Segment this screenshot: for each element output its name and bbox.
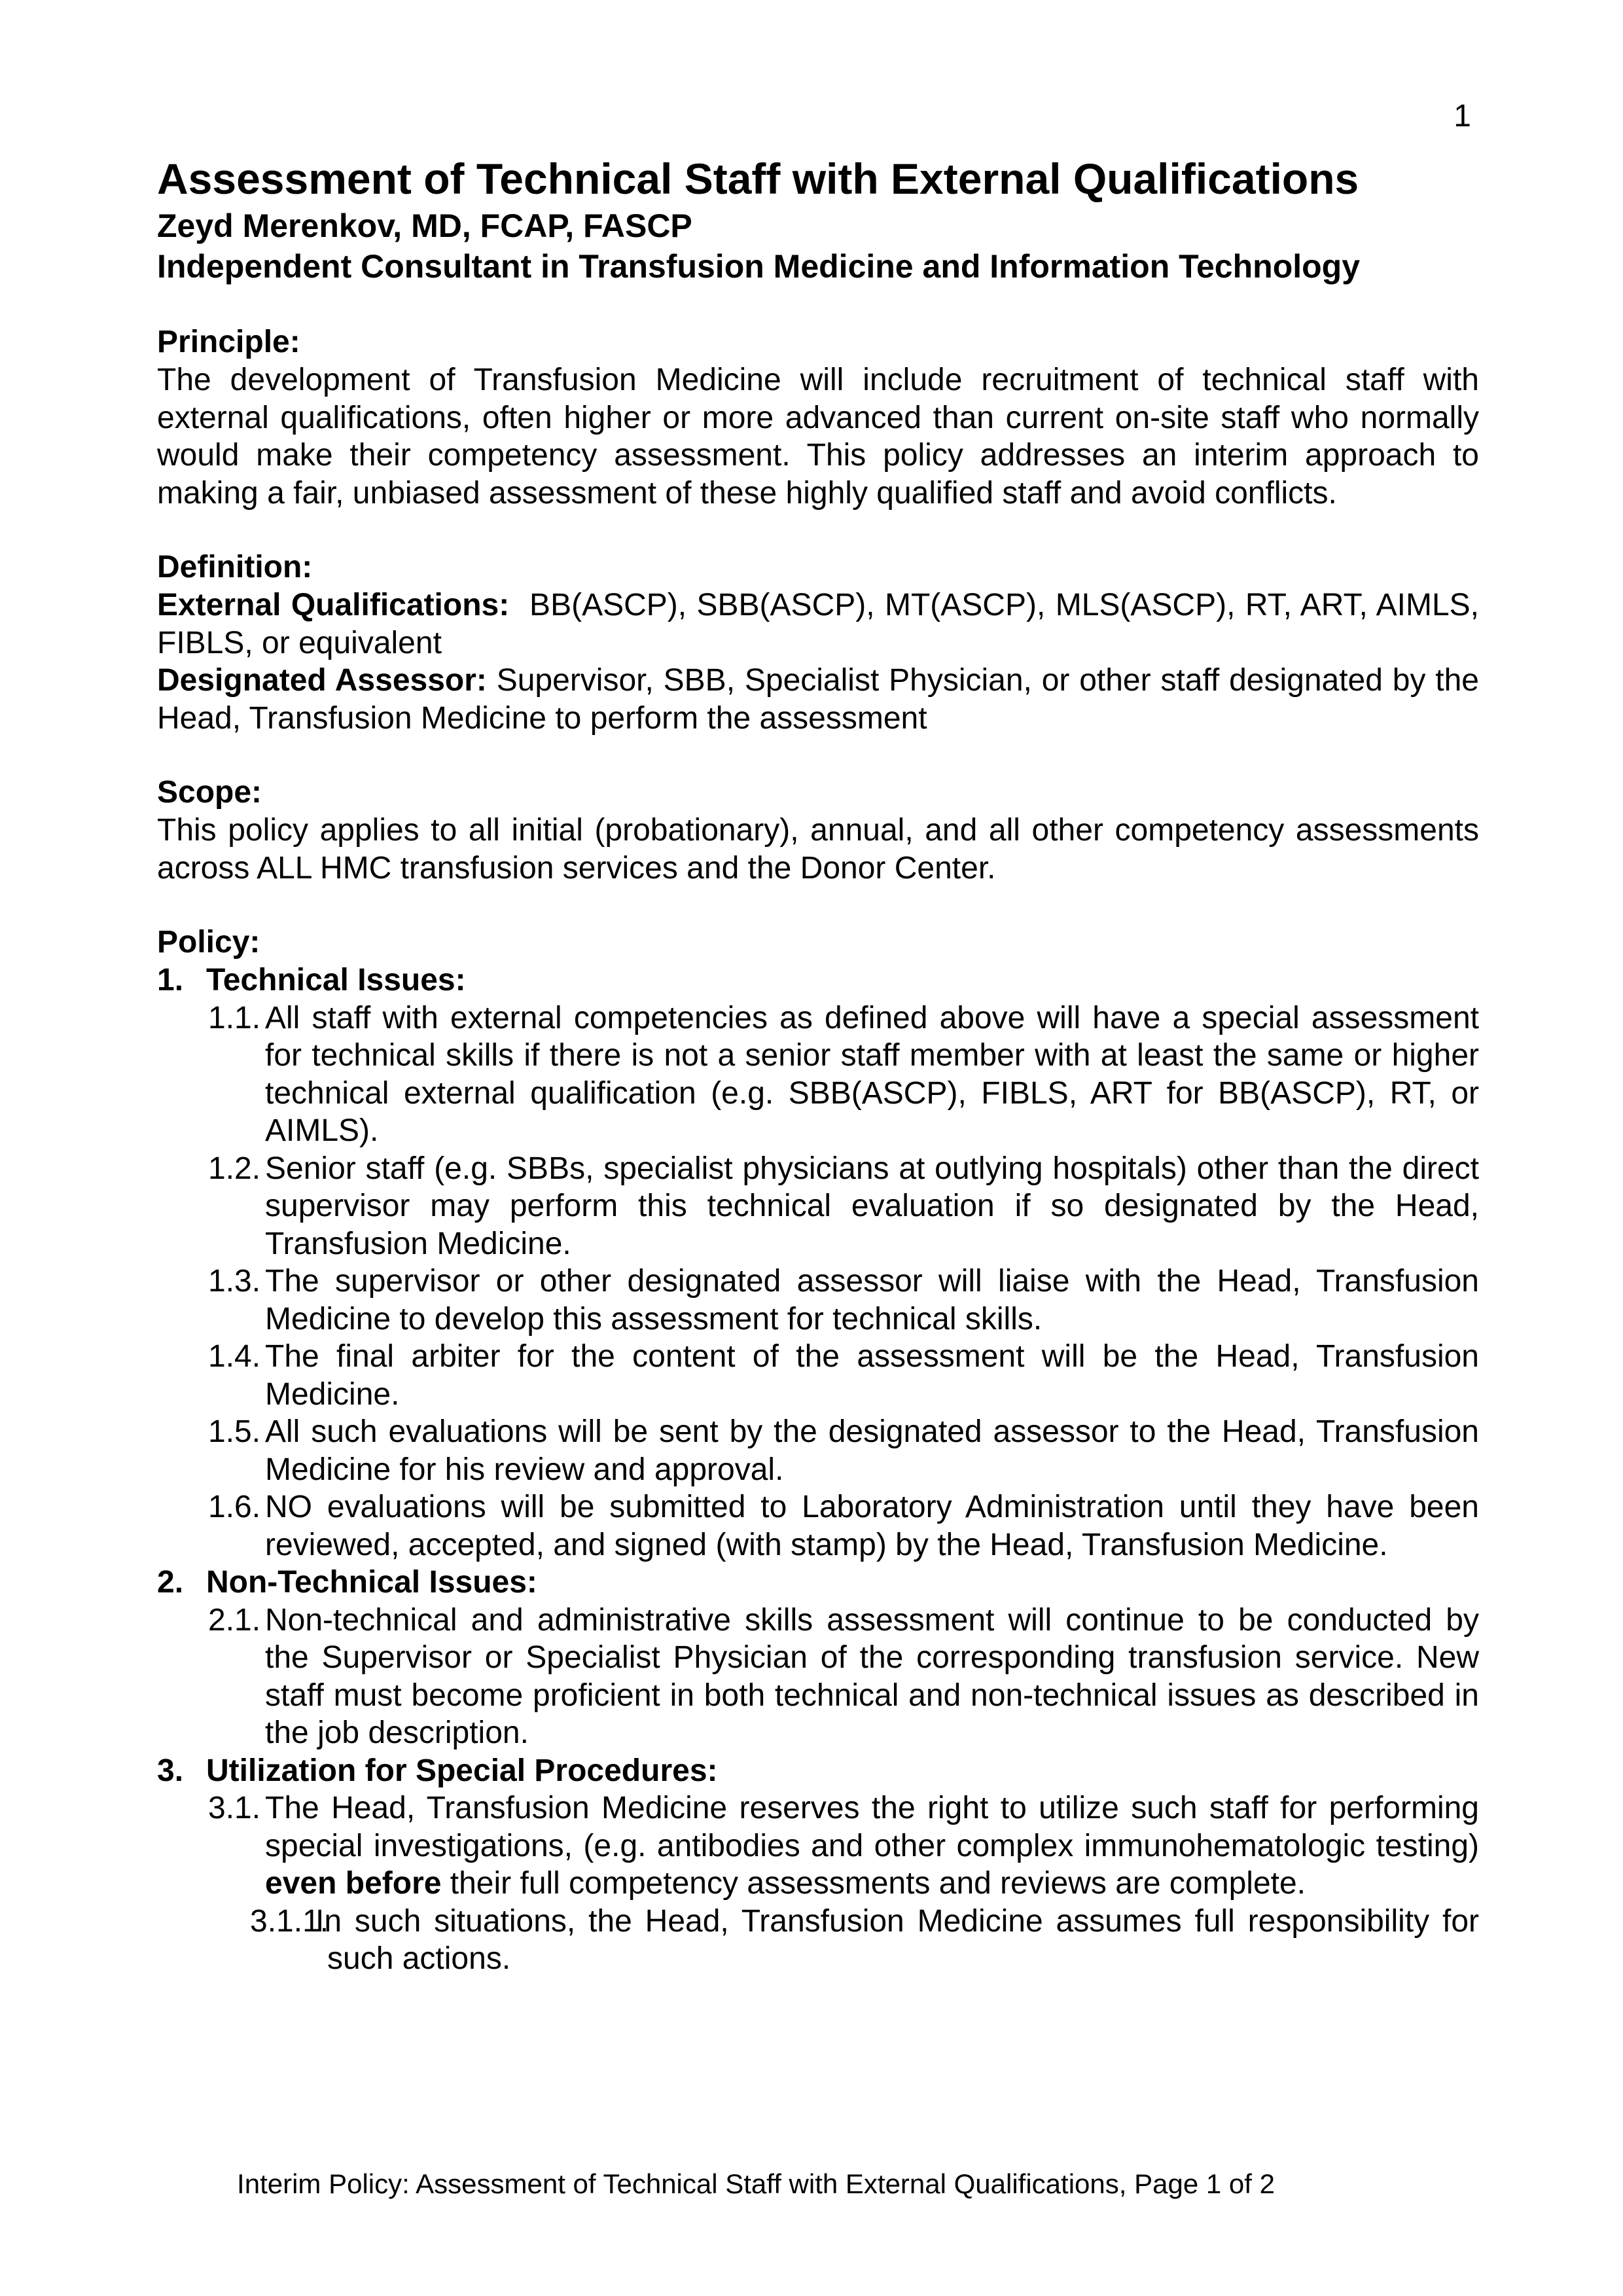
document-body bbox=[157, 152, 1479, 1978]
document-header bbox=[157, 152, 1479, 287]
policy-item-non-technical-issues bbox=[157, 1564, 1479, 1752]
list-item-text: All such evaluations will be sent by the designated assessor to the Head, Transfusion Medicine for his review and approval. bbox=[265, 1414, 1479, 1487]
list-item bbox=[206, 1789, 1479, 1903]
list-number: 1.2. bbox=[208, 1151, 261, 1186]
list-number: 2.1. bbox=[208, 1602, 261, 1638]
list-item-text: The supervisor or other designated assessor will liaise with the Head, Transfusion Medicine to develop this assessment for technical skills. bbox=[265, 1264, 1479, 1336]
list-number: 1. bbox=[157, 963, 184, 997]
policy-item-special-procedures bbox=[157, 1752, 1479, 1978]
policy-section bbox=[157, 924, 1479, 1978]
scope-text: This policy applies to all initial (probationary), annual, and all other competency assessments across ALL HMC transfusion services and the Donor Center. bbox=[157, 813, 1479, 886]
list-item bbox=[206, 1263, 1479, 1338]
scope-heading: Scope: bbox=[157, 775, 262, 810]
principle-section bbox=[157, 323, 1479, 512]
list-number: 1.4. bbox=[208, 1339, 261, 1374]
policy-item-label: Technical Issues: bbox=[206, 963, 466, 997]
list-number: 3.1. bbox=[208, 1791, 261, 1825]
definition-term: Designated Assessor: bbox=[157, 663, 487, 698]
list-item-text: NO evaluations will be submitted to Laboratory Administration until they have been reviewed, accepted, and signed (with stamp) by the Head, Transfusion Medicine. bbox=[265, 1490, 1479, 1562]
list-item bbox=[206, 999, 1479, 1150]
page-number: 1 bbox=[1454, 99, 1471, 134]
list-item bbox=[206, 1150, 1479, 1263]
page-footer bbox=[0, 2168, 1623, 2200]
list-item bbox=[206, 1488, 1479, 1564]
author-line: Zeyd Merenkov, MD, FCAP, FASCP bbox=[157, 207, 692, 244]
policy-item-label: Utilization for Special Procedures: bbox=[206, 1753, 718, 1788]
definition-text: Supervisor, SBB, Specialist Physician, or other staff designated by the Head, Transfusion Medicine to perform the assessment bbox=[157, 663, 1479, 736]
list-item-text: The final arbiter for the content of the assessment will be the Head, Transfusion Medicine. bbox=[265, 1339, 1479, 1412]
footer-text: Interim Policy: Assessment of Technical Staff with External Qualifications, Page 1 of 2 bbox=[237, 2168, 1275, 2199]
document-title: Assessment of Technical Staff with External Qualifications bbox=[157, 154, 1359, 203]
principle-text: The development of Transfusion Medicine will include recruitment of technical staff with external qualifications, often higher or more advanced than current on-site staff who normally would make their competency assessment. This policy addresses an interim approach to making a fair, unbiased assessment of these highly qualified staff and avoid conflicts. bbox=[157, 363, 1479, 511]
list-number: 1.6. bbox=[208, 1490, 261, 1524]
list-number: 3. bbox=[157, 1753, 184, 1788]
definition-heading: Definition: bbox=[157, 550, 313, 584]
list-item-text: Non-technical and administrative skills assessment will continue to be conducted by the Supervisor or Specialist Physician of the corresponding transfusion service. New staff must become proficient in both technical and non-technical issues as described in the job description. bbox=[265, 1602, 1479, 1750]
definition-external-qualifications bbox=[157, 586, 1479, 662]
list-item-text: Senior staff (e.g. SBBs, specialist physicians at outlying hospitals) other than the direct supervisor may perform this technical evaluation if so designated by the Head, Transfusion Medicine. bbox=[265, 1151, 1479, 1261]
definition-designated-assessor bbox=[157, 662, 1479, 737]
list-item-text: All staff with external competencies as defined above will have a special assessment for technical skills if there is not a senior staff member with at least the same or higher technical external qualification (e.g. SBB(ASCP), FIBLS, ART for BB(ASCP), RT, or AIMLS). bbox=[265, 1000, 1479, 1148]
definition-section bbox=[157, 548, 1479, 737]
policy-item-label: Non-Technical Issues: bbox=[206, 1565, 537, 1600]
definition-term: External Qualifications: bbox=[157, 588, 510, 622]
list-number: 1.1. bbox=[208, 1000, 261, 1035]
list-item bbox=[206, 1602, 1479, 1752]
list-number: 3.1.1. bbox=[250, 1903, 329, 1939]
list-item-text: In such situations, the Head, Transfusion Medicine assumes full responsibility for such actions. bbox=[315, 1903, 1479, 1976]
list-item bbox=[206, 1413, 1479, 1488]
definition-text: BB(ASCP), SBB(ASCP), MT(ASCP), MLS(ASCP), RT, ART, AIMLS, FIBLS, or equivalent bbox=[157, 588, 1480, 660]
scope-section bbox=[157, 774, 1479, 887]
text-run: their full competency assessments and reviews are complete. bbox=[441, 1866, 1306, 1901]
list-number: 2. bbox=[157, 1565, 184, 1600]
emphasis-text: even before bbox=[265, 1866, 442, 1901]
policy-heading: Policy: bbox=[157, 925, 260, 960]
policy-list bbox=[157, 961, 1479, 1978]
list-item bbox=[206, 1338, 1479, 1413]
policy-item-technical-issues bbox=[157, 961, 1479, 1564]
principle-heading: Principle: bbox=[157, 325, 300, 359]
sub-list-item bbox=[206, 1903, 1479, 1978]
text-run: The Head, Transfusion Medicine reserves the right to utilize such staff for performing special investigations, (e.g. antibodies and other complex immunohematologic testing) bbox=[265, 1791, 1479, 1863]
affiliation-line: Independent Consultant in Transfusion Medicine and Information Technology bbox=[157, 248, 1361, 285]
list-number: 1.3. bbox=[208, 1264, 261, 1299]
list-number: 1.5. bbox=[208, 1414, 261, 1449]
list-item-text bbox=[265, 1789, 1479, 1903]
